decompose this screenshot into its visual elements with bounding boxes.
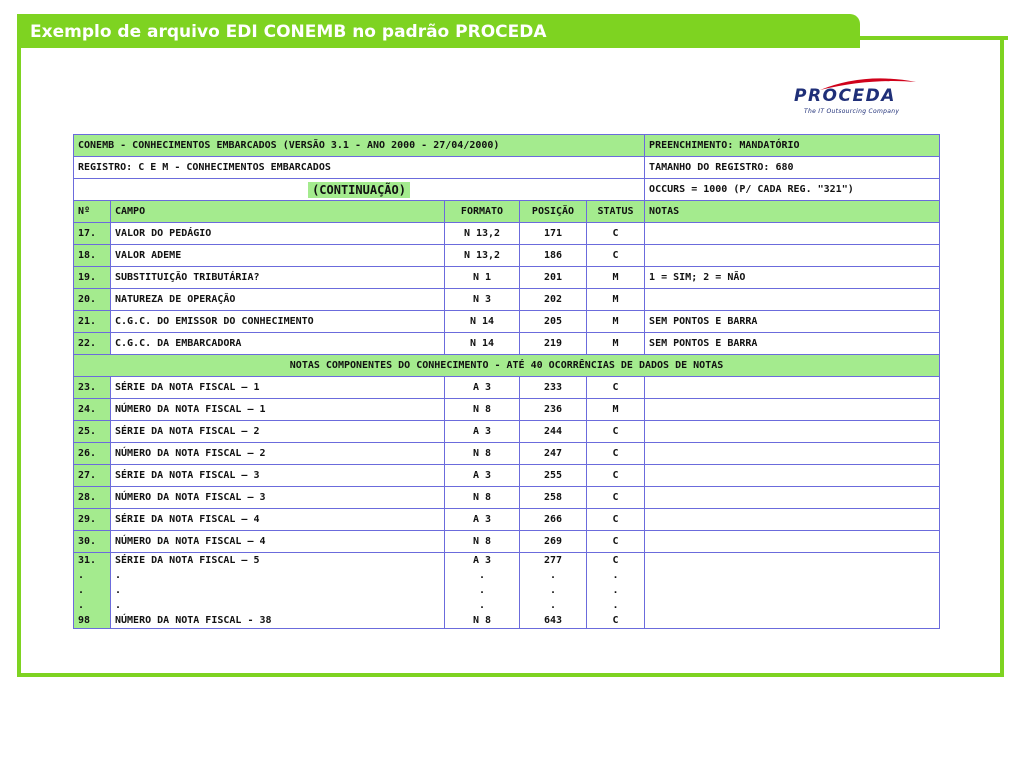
cell-notas: [645, 509, 940, 531]
cell-posicao: 201: [520, 267, 587, 289]
cell-notas: [645, 421, 940, 443]
cell-no: 30.: [74, 531, 111, 553]
cell-formato: N 8: [445, 531, 520, 553]
cell-posicao: 255: [520, 465, 587, 487]
cell-no: 28.: [74, 487, 111, 509]
cell-campo: NATUREZA DE OPERAÇÃO: [111, 289, 445, 311]
cell-notas: SEM PONTOS E BARRA: [645, 333, 940, 355]
cell-notas: [645, 223, 940, 245]
cell-campo: NÚMERO DA NOTA FISCAL – 1: [111, 399, 445, 421]
cell-status: C: [587, 443, 645, 465]
col-header-notas: NOTAS: [645, 201, 940, 223]
cell-no: 18.: [74, 245, 111, 267]
cell-formato: N 13,2: [445, 223, 520, 245]
cell-campo: SÉRIE DA NOTA FISCAL – 2: [111, 421, 445, 443]
cell-campo: SÉRIE DA NOTA FISCAL – 4: [111, 509, 445, 531]
table-row: [74, 465, 940, 487]
cell-no: 27.: [74, 465, 111, 487]
cell-formato: N 8: [445, 487, 520, 509]
cell-no: 26.: [74, 443, 111, 465]
table-row: [74, 311, 940, 333]
cell-posicao: 269: [520, 531, 587, 553]
cell-status: M: [587, 289, 645, 311]
cell-posicao: 247: [520, 443, 587, 465]
cell-no: 22.: [74, 333, 111, 355]
cell-formato: N 8: [445, 399, 520, 421]
cell-formato: A 3: [445, 377, 520, 399]
cell-formato: A 3 . . . N 8: [445, 553, 520, 629]
cell-status: C: [587, 421, 645, 443]
logo-tagline: The IT Outsourcing Company: [804, 108, 900, 115]
cell-notas: SEM PONTOS E BARRA: [645, 311, 940, 333]
cell-status: C: [587, 531, 645, 553]
cell-status: M: [587, 267, 645, 289]
cell-campo: NÚMERO DA NOTA FISCAL – 2: [111, 443, 445, 465]
cell-campo: VALOR DO PEDÁGIO: [111, 223, 445, 245]
cell-notas: [645, 289, 940, 311]
cell-status: M: [587, 399, 645, 421]
header-preenchimento: PREENCHIMENTO: MANDATÓRIO: [645, 135, 940, 157]
cell-posicao: 236: [520, 399, 587, 421]
cell-posicao: 171: [520, 223, 587, 245]
cell-posicao: 202: [520, 289, 587, 311]
cell-notas: [645, 553, 940, 629]
cell-campo: SÉRIE DA NOTA FISCAL – 3: [111, 465, 445, 487]
cell-campo: SÉRIE DA NOTA FISCAL – 1: [111, 377, 445, 399]
cell-status: C: [587, 487, 645, 509]
continuation-label: (CONTINUAÇÃO): [308, 182, 410, 198]
col-header-campo: CAMPO: [111, 201, 445, 223]
table-row: [74, 487, 940, 509]
cell-status: C: [587, 465, 645, 487]
header-document-title: CONEMB - CONHECIMENTOS EMBARCADOS (VERSÃO 3.1 - ANO 2000 - 27/04/2000): [74, 135, 645, 157]
table-row: [74, 245, 940, 267]
cell-campo: NÚMERO DA NOTA FISCAL – 3: [111, 487, 445, 509]
conemb-layout-table: [73, 134, 940, 629]
cell-campo: SÉRIE DA NOTA FISCAL – 5 . . . NÚMERO DA NOTA FISCAL - 38: [111, 553, 445, 629]
cell-no: 23.: [74, 377, 111, 399]
table-row: [74, 421, 940, 443]
col-header-no: Nº: [74, 201, 111, 223]
cell-campo: VALOR ADEME: [111, 245, 445, 267]
cell-formato: N 14: [445, 311, 520, 333]
table-row: [74, 223, 940, 245]
cell-notas: [645, 399, 940, 421]
cell-formato: N 8: [445, 443, 520, 465]
cell-posicao: 266: [520, 509, 587, 531]
cell-formato: N 14: [445, 333, 520, 355]
header-tamanho: TAMANHO DO REGISTRO: 680: [645, 157, 940, 179]
cell-posicao: 277 . . . 643: [520, 553, 587, 629]
logo-name: PROCEDA: [794, 86, 896, 106]
cell-campo: SUBSTITUIÇÃO TRIBUTÁRIA?: [111, 267, 445, 289]
cell-no: 24.: [74, 399, 111, 421]
cell-posicao: 244: [520, 421, 587, 443]
cell-status: C: [587, 245, 645, 267]
cell-no: 25.: [74, 421, 111, 443]
proceda-logo: [790, 74, 940, 120]
table-row: [74, 289, 940, 311]
cell-formato: A 3: [445, 421, 520, 443]
cell-posicao: 233: [520, 377, 587, 399]
cell-notas: [645, 531, 940, 553]
cell-notas: [645, 377, 940, 399]
cell-no: 20.: [74, 289, 111, 311]
header-row-version: [74, 135, 940, 157]
cell-formato: A 3: [445, 465, 520, 487]
cell-no: 29.: [74, 509, 111, 531]
cell-campo: NÚMERO DA NOTA FISCAL – 4: [111, 531, 445, 553]
cell-formato: N 3: [445, 289, 520, 311]
col-header-status: STATUS: [587, 201, 645, 223]
table-row: [74, 399, 940, 421]
header-registro: REGISTRO: C E M - CONHECIMENTOS EMBARCADOS: [74, 157, 645, 179]
header-row-registro: [74, 157, 940, 179]
table-row-continued: [74, 553, 940, 629]
cell-campo: C.G.C. DO EMISSOR DO CONHECIMENTO: [111, 311, 445, 333]
cell-posicao: 258: [520, 487, 587, 509]
table-row: [74, 443, 940, 465]
slide-title: Exemplo de arquivo EDI CONEMB no padrão PROCEDA: [17, 14, 860, 48]
table-row: [74, 267, 940, 289]
cell-status: C: [587, 509, 645, 531]
cell-posicao: 186: [520, 245, 587, 267]
cell-no: 31. . . . 98: [74, 553, 111, 629]
cell-notas: [645, 487, 940, 509]
table-row: [74, 531, 940, 553]
cell-campo: C.G.C. DA EMBARCADORA: [111, 333, 445, 355]
cell-no: 17.: [74, 223, 111, 245]
cell-no: 21.: [74, 311, 111, 333]
cell-status: M: [587, 333, 645, 355]
cell-notas: [645, 465, 940, 487]
cell-posicao: 205: [520, 311, 587, 333]
section-header: NOTAS COMPONENTES DO CONHECIMENTO - ATÉ 40 OCORRÊNCIAS DE DADOS DE NOTAS: [74, 355, 940, 377]
cell-status: C: [587, 223, 645, 245]
table-row: [74, 333, 940, 355]
cell-status: C . . . C: [587, 553, 645, 629]
cell-formato: N 13,2: [445, 245, 520, 267]
cell-formato: N 1: [445, 267, 520, 289]
column-header-row: [74, 201, 940, 223]
cell-posicao: 219: [520, 333, 587, 355]
header-occurs: OCCURS = 1000 (P/ CADA REG. "321"): [645, 179, 940, 201]
cell-no: 19.: [74, 267, 111, 289]
cell-status: C: [587, 377, 645, 399]
col-header-posicao: POSIÇÃO: [520, 201, 587, 223]
table-row: [74, 377, 940, 399]
header-row-continuacao: [74, 179, 940, 201]
col-header-formato: FORMATO: [445, 201, 520, 223]
cell-notas: 1 = SIM; 2 = NÃO: [645, 267, 940, 289]
cell-status: M: [587, 311, 645, 333]
table-row: [74, 509, 940, 531]
section-header-row: [74, 355, 940, 377]
cell-notas: [645, 245, 940, 267]
cell-notas: [645, 443, 940, 465]
cell-formato: A 3: [445, 509, 520, 531]
